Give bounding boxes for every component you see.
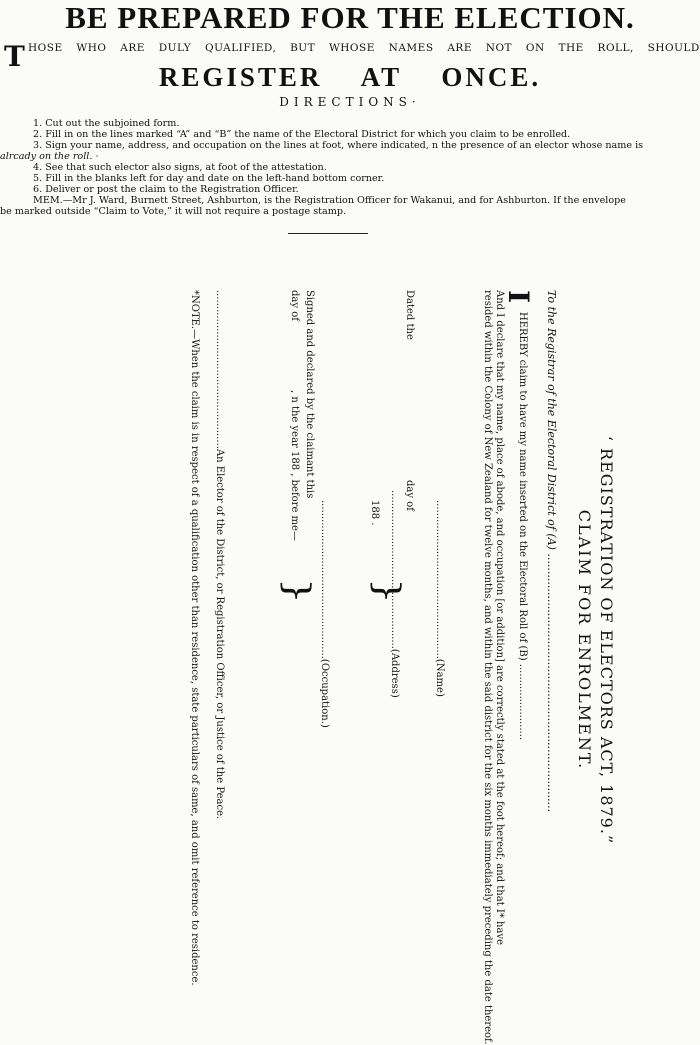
occupation-field[interactable]: ..................................................(Occupation.)	[319, 500, 330, 728]
notice-word: ARE	[447, 42, 472, 54]
notice-word: ON	[525, 42, 545, 54]
form-subtitle: CLAIM FOR ENROLMENT.	[575, 509, 594, 771]
notice-word: WHO	[76, 42, 107, 54]
notice-word: SHOULD	[647, 42, 700, 54]
address-field[interactable]: ..................................................(Address)	[389, 490, 400, 698]
notice-word: THE	[558, 42, 584, 54]
year-label: 188 .	[369, 500, 380, 526]
notice-word: QUALIFIED,	[204, 42, 277, 54]
claim-dropcap: I	[502, 290, 535, 304]
name-field[interactable]: ..................................................(Name)	[434, 500, 445, 697]
notice-word: DULY	[158, 42, 192, 54]
memo-line: MEM.—Mr J. Ward, Burnett Street, Ashburton, is the Registration Officer for Wakanui, and for Ashburton. If the envelope	[33, 195, 626, 206]
notice-word: ROLL,	[597, 42, 634, 54]
claim-line: HEREBY claim to have my name inserted on the Electoral Roll of (B) ........................	[517, 312, 528, 741]
brace: }	[277, 577, 317, 604]
notice-word: NOT	[485, 42, 513, 54]
direction-item: 3. Sign your name, address, and occupation on the lines at foot, where indicated, n the presence of an elector whose name is	[33, 140, 644, 151]
footnote: *NOTE.—When the claim is in respect of a qualification other than residence, state particulars of same, and omit reference to residence.	[189, 290, 200, 986]
divider-rule	[288, 233, 368, 234]
memo-line: be marked outside “Claim to Vote,” it will not require a postage stamp.	[0, 206, 347, 217]
registrar-line: To the Registrar of the Electoral District of (A) ..........................................................................	[545, 290, 558, 813]
headline: BE PREPARED FOR THE ELECTION.	[65, 0, 635, 35]
claim-line: resided within the Colony of New Zealand for twelve months, and within the said district for the six months immediately preceding the date thereof.	[482, 290, 493, 1045]
register-heading: REGISTER AT ONCE.	[158, 62, 542, 92]
notice-word: NAMES	[388, 42, 434, 54]
claim-form	[110, 290, 700, 1045]
notice-word: HOSE	[28, 42, 63, 54]
claim-line: And I declare that my name, place of abode, and occupation [or addition] are correctly stated at the foot hereof; and that I* have	[494, 290, 505, 945]
notice-dropcap: T	[4, 40, 25, 73]
year-before-label: , n the year 188 , before me—	[289, 390, 300, 541]
signed-label: Signed and declared by the claimant this	[304, 290, 315, 499]
direction-item: 6. Deliver or post the claim to the Registration Officer.	[33, 184, 299, 195]
direction-item: 4. See that such elector also signs, at foot of the attestation.	[33, 162, 327, 173]
day-of-label: day of	[289, 290, 300, 321]
notice-word: ARE	[120, 42, 145, 54]
direction-item: 1. Cut out the subjoined form.	[33, 118, 180, 129]
elector-signature-field[interactable]: ..................................................An Elector of the District, or Registration Officer, or Justice of the Peace.	[214, 290, 225, 820]
direction-item: 5. Fill in the blanks left for day and date on the left-hand bottom corner.	[33, 173, 385, 184]
notice-text	[28, 42, 700, 54]
dated-label: Dated the	[404, 290, 415, 340]
notice-word: WHOSE	[328, 42, 375, 54]
directions-heading: DIRECTIONS·	[279, 95, 421, 109]
direction-item: alrcady on the roll. ·	[0, 151, 99, 162]
direction-item: 2. Fill in on the lines marked “A” and “B” the name of the Electoral District for which you claim to be enrolled.	[33, 129, 571, 140]
notice-word: BUT	[290, 42, 316, 54]
form-title: ‘ REGISTRATION OF ELECTORS ACT, 1879.”	[597, 435, 616, 845]
brace: }	[367, 577, 407, 604]
day-of-label: day of	[404, 480, 415, 511]
